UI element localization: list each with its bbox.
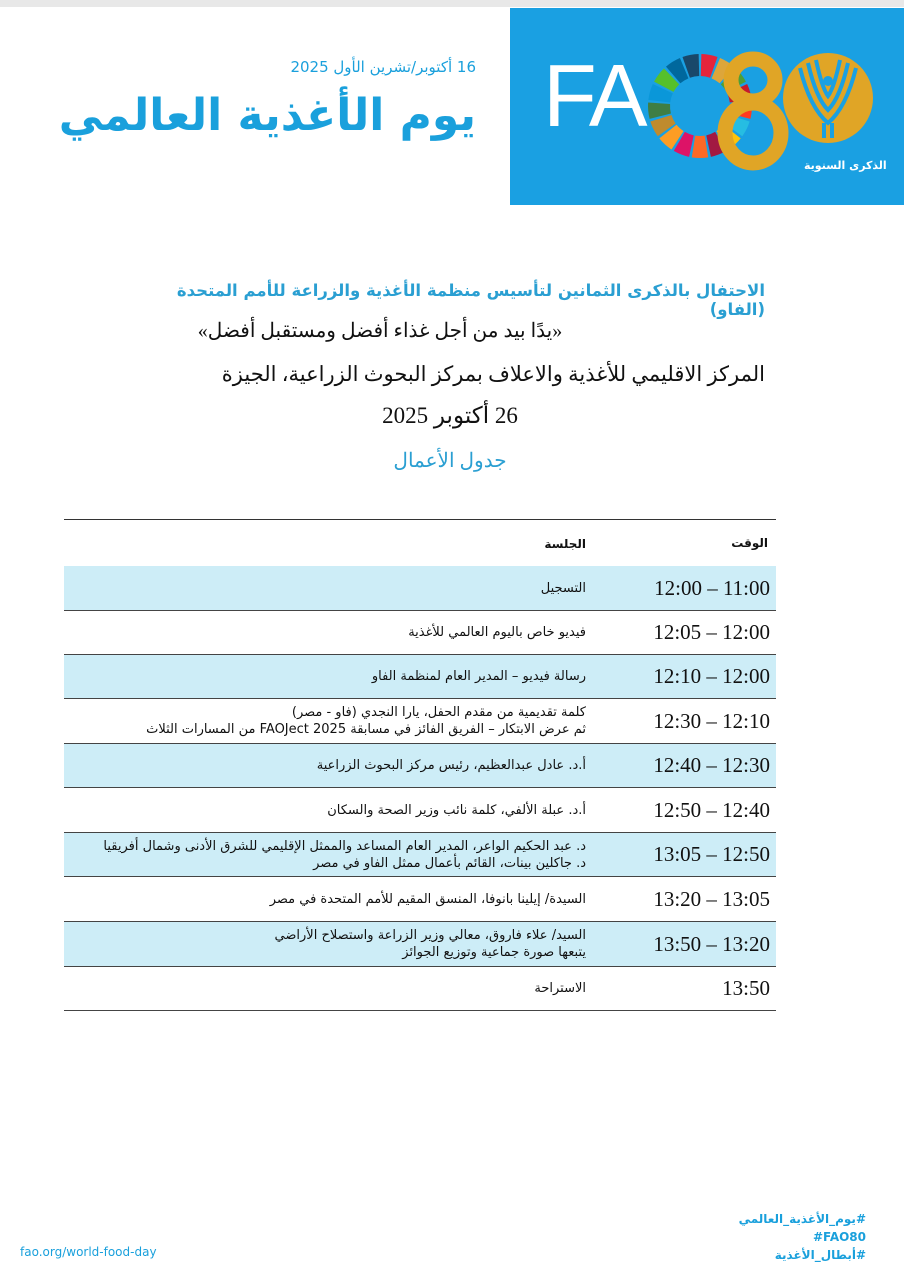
session-time: 12:05 – 12:00 bbox=[653, 620, 770, 644]
session-time: 12:50 – 12:40 bbox=[653, 797, 770, 822]
session-time: 13:20 – 13:05 bbox=[653, 886, 770, 911]
agenda-row bbox=[64, 877, 776, 922]
agenda-row bbox=[64, 655, 776, 699]
hashtag[interactable]: #أبطال_الأغذية bbox=[774, 1248, 866, 1262]
agenda-rows bbox=[64, 566, 776, 1011]
session-time: 13:05 – 12:50 bbox=[653, 842, 770, 866]
agenda-row bbox=[64, 611, 776, 655]
header-date: 16 أكتوبر/تشرين الأول 2025 bbox=[290, 58, 476, 76]
venue: المركز الاقليمي للأغذية والاعلاف بمركز البحوث الزراعية، الجيزة bbox=[221, 362, 765, 386]
session-description bbox=[66, 877, 586, 921]
session-line: السيدة/ إيلينا بانوفا، المنسق المقيم للأمم المتحدة في مصر bbox=[269, 891, 586, 907]
session-description bbox=[66, 922, 586, 966]
fao80-logo bbox=[510, 8, 904, 205]
agenda-row bbox=[64, 922, 776, 967]
session-description bbox=[66, 655, 586, 698]
wheat-emblem-icon bbox=[783, 53, 873, 143]
logo-letters: FA bbox=[543, 46, 645, 145]
session-description bbox=[66, 699, 586, 743]
hashtag[interactable]: #FAO80 bbox=[812, 1230, 866, 1244]
session-description bbox=[66, 788, 586, 832]
session-description bbox=[66, 611, 586, 654]
session-time: 13:50 – 13:20 bbox=[653, 931, 770, 956]
session-line: كلمة تقديمية من مقدم الحفل، يارا النجدي (فاو - مصر) bbox=[291, 705, 586, 720]
session-description bbox=[66, 833, 586, 876]
website-link[interactable]: fao.org/world-food-day bbox=[20, 1245, 157, 1259]
hashtag[interactable]: #يوم_الأغذية_العالمي bbox=[738, 1212, 866, 1226]
session-description bbox=[66, 566, 586, 610]
logo-subtitle: الذكرى السنوية bbox=[804, 159, 887, 172]
session-line: السيد/ علاء فاروق، معالي وزير الزراعة واستصلاح الأراضي bbox=[274, 928, 586, 943]
agenda-row bbox=[64, 967, 776, 1011]
agenda-header-row bbox=[64, 520, 776, 566]
session-time: 12:00 – 11:00 bbox=[654, 575, 770, 600]
session-line: د. عبد الحكيم الواعر، المدير العام المساعد والممثل الإقليمي للشرق الأدنى وشمال أفريقيا bbox=[103, 838, 586, 854]
page-title: يوم الأغذية العالمي bbox=[58, 90, 476, 141]
session-description bbox=[66, 744, 586, 787]
logo-graphic bbox=[510, 8, 904, 205]
slogan: «يدًا بيد من أجل غذاء أفضل ومستقبل أفضل» bbox=[197, 320, 563, 342]
agenda-table bbox=[64, 519, 776, 1011]
session-time: 12:30 – 12:10 bbox=[653, 708, 770, 733]
agenda-title: جدول الأعمال bbox=[393, 450, 507, 472]
session-line: أ.د. عبلة الألفي، كلمة نائب وزير الصحة والسكان bbox=[327, 802, 586, 818]
session-line: التسجيل bbox=[540, 580, 586, 596]
session-line: رسالة فيديو – المدير العام لمنظمة الفاو bbox=[371, 669, 586, 684]
session-time: 13:50 bbox=[722, 976, 770, 1000]
agenda-row bbox=[64, 566, 776, 611]
session-line: الاستراحة bbox=[534, 981, 586, 996]
agenda-row bbox=[64, 699, 776, 744]
session-line: يتبعها صورة جماعية وتوزيع الجوائز bbox=[402, 945, 586, 960]
gold-eight-icon bbox=[725, 59, 781, 163]
session-time: 12:10 – 12:00 bbox=[653, 664, 770, 688]
session-line: د. جاكلين بينات، القائم بأعمال ممثل الفاو في مصر bbox=[313, 855, 586, 871]
sdg-wheel-segment bbox=[692, 136, 708, 158]
event-date: 26 أكتوبر 2025 bbox=[382, 403, 518, 428]
celebration-heading: الاحتفال بالذكرى الثمانين لتأسيس منظمة الأغذية والزراعة للأمم المتحدة (الفاو) bbox=[176, 281, 765, 319]
top-strip bbox=[0, 0, 904, 7]
agenda-row bbox=[64, 833, 776, 877]
session-time: 12:40 – 12:30 bbox=[653, 753, 770, 777]
session-line: فيديو خاص باليوم العالمي للأغذية bbox=[408, 625, 586, 640]
session-description bbox=[66, 967, 586, 1010]
session-line: ثم عرض الابتكار – الفريق الفائز في مسابقة FAOJect 2025 من المسارات الثلاث bbox=[146, 722, 586, 737]
time-column-header: الوقت bbox=[731, 536, 768, 550]
hashtags bbox=[739, 1210, 866, 1264]
session-column-header: الجلسة bbox=[544, 537, 586, 551]
agenda-row bbox=[64, 788, 776, 833]
agenda-row bbox=[64, 744, 776, 788]
session-line: أ.د. عادل عبدالعظيم، رئيس مركز البحوث الزراعية bbox=[316, 758, 586, 773]
